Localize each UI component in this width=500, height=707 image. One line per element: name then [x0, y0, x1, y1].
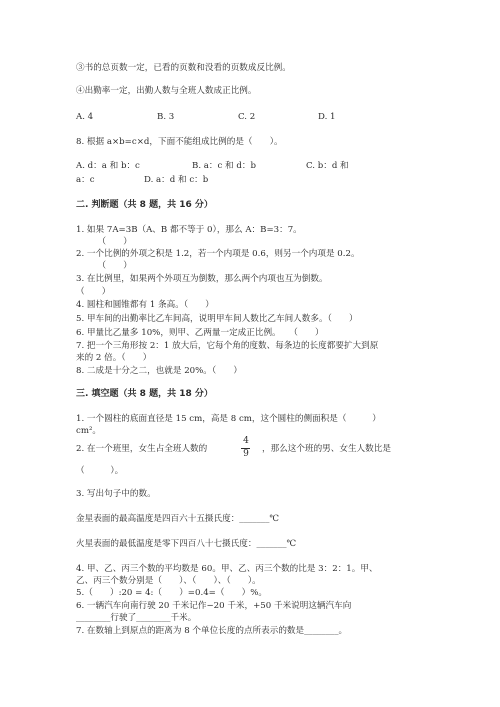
section-2-title: 二. 判断题（共 8 题，共 16 分） — [76, 200, 213, 210]
statement-4: ④出勤率一定，出勤人数与全班人数成正比例。 — [76, 86, 257, 96]
fill-6-cont: ________行驶了________千米。 — [76, 613, 197, 623]
option-d: D. 1 — [318, 112, 336, 122]
q8-option-d: D. a：d 和 c：b — [144, 175, 209, 185]
fill-1-cont: cm²。 — [76, 426, 102, 436]
fraction-numerator: 4 — [243, 436, 249, 446]
fill-4: 4. 甲、乙、丙三个数的平均数是 60。甲、乙、丙三个数的比是 3：2：1。甲、 — [76, 564, 378, 574]
judge-3-blank: （ ） — [76, 287, 111, 297]
judge-1: 1. 如果 7A=3B（A、B 都不等于 0），那么 A：B=3：7。 — [76, 225, 302, 235]
judge-1-blank: （ ） — [76, 237, 132, 247]
statement-3: ③书的总页数一定，已看的页数和没看的页数成反比例。 — [76, 63, 291, 73]
judge-7: 7. 把一个三角形按 2：1 放大后，它每个角的度数、每条边的长度都要扩大到原 — [76, 341, 379, 351]
judge-8: 8. 二成是十分之二，也就是 20%。（ ） — [76, 366, 242, 376]
fill-3-venus: 金星表面的最高温度是四百六十五摄氏度：_______℃ — [76, 514, 279, 524]
judge-4: 4. 圆柱和圆锥都有 1 条高。（ ） — [76, 300, 214, 310]
judge-2-blank: （ ） — [76, 261, 132, 271]
q8-stem: 8. 根据 a×b=c×d，下面不能组成比例的是（ ）。 — [76, 137, 283, 147]
fill-7: 7. 在数轴上到原点的距离为 8 个单位长度的点所表示的数是________。 — [76, 626, 348, 636]
q8-option-a: A. d：a 和 b：c — [76, 161, 140, 171]
fill-2: 2. 在一个班里，女生占全班人数的 — [76, 444, 208, 454]
fill-2-b: ，那么这个班的男、女生人数比是 — [262, 444, 391, 454]
judge-2: 2. 一个比例的外项之积是 1.2，若一个内项是 0.6，则另一个内项是 0.2。 — [76, 249, 360, 259]
fill-3-mars: 火星表面的最低温度是零下四百八十七摄氏度：_______℃ — [76, 539, 297, 549]
fill-1: 1. 一个圆柱的底面直径是 15 cm，高是 8 cm，这个圆柱的侧面积是（ ） — [76, 414, 381, 424]
section-3-title: 三. 填空题（共 8 题，共 18 分） — [76, 389, 213, 399]
judge-3: 3. 在比例里，如果两个外项互为倒数，那么两个内项也互为倒数。 — [76, 274, 328, 284]
fill-3: 3. 写出句子中的数。 — [76, 489, 156, 499]
fill-6: 6. 一辆汽车向南行驶 20 千米记作−20 千米，+50 千米说明这辆汽车向 — [76, 601, 352, 611]
q8-option-c-cont: a：c — [76, 175, 95, 185]
fraction-denominator: 9 — [243, 449, 249, 459]
q8-option-c: C. b：d 和 — [306, 161, 349, 171]
option-b: B. 3 — [157, 112, 175, 122]
judge-7-cont: 来的 2 倍。（ ） — [76, 353, 152, 363]
judge-5: 5. 甲车间的出勤率比乙车间高，说明甲车间人数比乙车间人数多。（ ） — [76, 314, 358, 324]
fill-4-cont: 乙、丙三个数分别是（ ）、（ ）、（ ）。 — [76, 576, 261, 586]
q8-option-b: B. a：c 和 d：b — [192, 161, 256, 171]
fill-2-cont: （ ）。 — [76, 466, 124, 476]
fill-5: 5.（ ）:20 = 4:（ ）=0.4=（ ）%。 — [76, 588, 268, 598]
judge-6: 6. 甲量比乙量多 10%，则甲、乙两量一定成正比例。 （ ） — [76, 328, 324, 338]
option-a: A. 4 — [76, 112, 94, 122]
option-c: C. 2 — [238, 112, 256, 122]
